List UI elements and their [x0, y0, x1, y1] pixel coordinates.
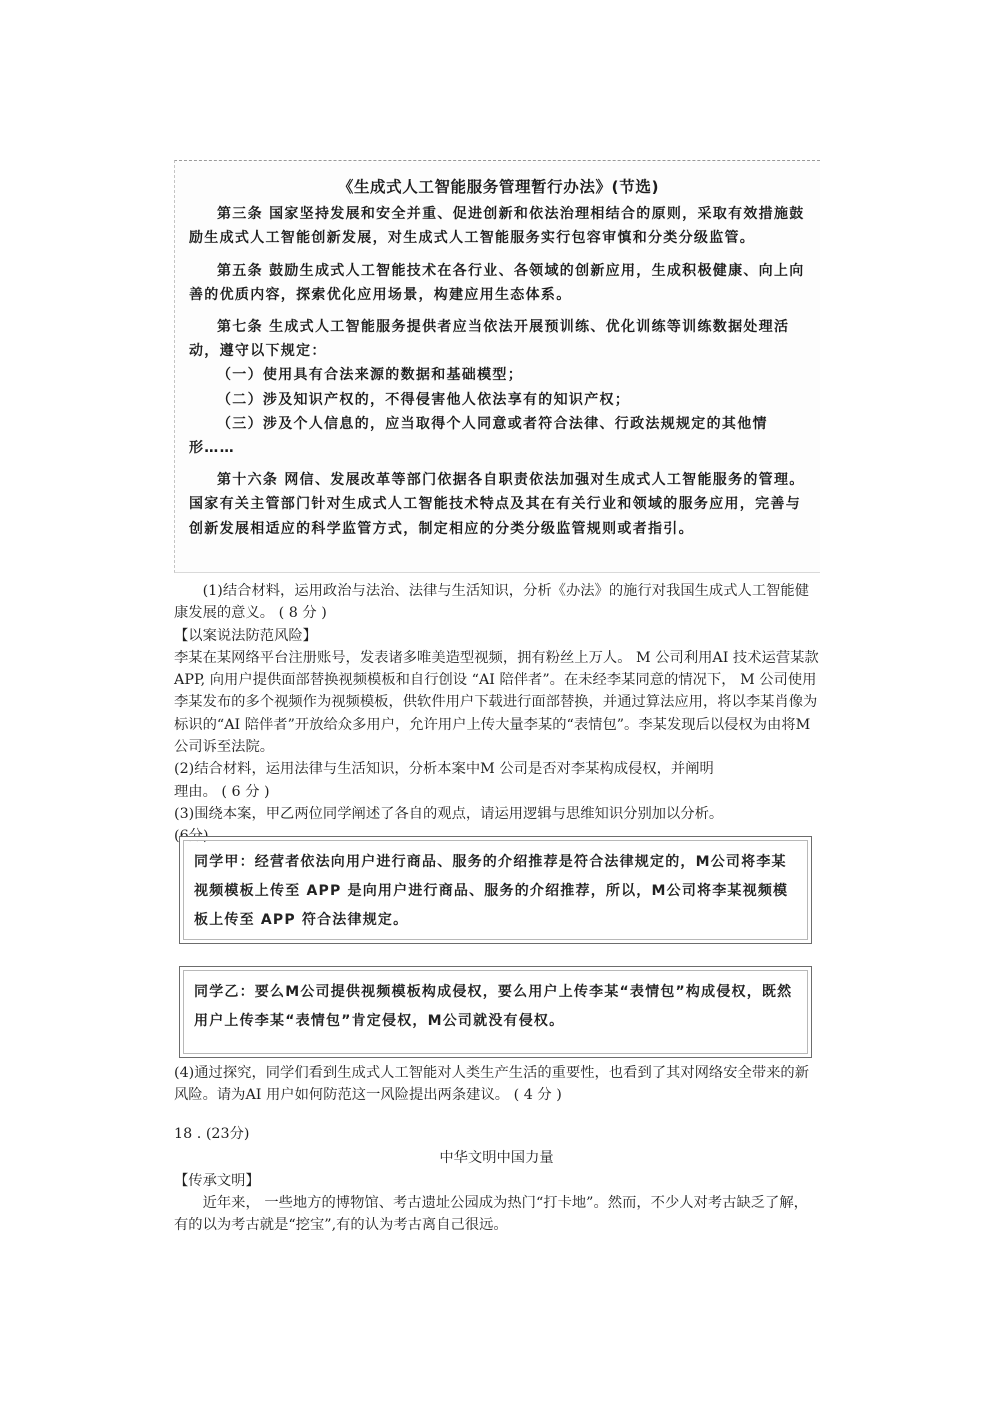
case-heading: 【以案说法防范风险】 [174, 627, 317, 644]
article-7-item-1: （一）使用具有合法来源的数据和基础模型； [217, 367, 523, 384]
question-18-block [174, 1123, 819, 1236]
question-18-number: 18 . (23分) [174, 1126, 250, 1142]
student-a-opinion: 同学甲：经营者依法向用户进行商品、服务的介绍推荐是符合法律规定的，M公司将李某视频模板上传至 APP 是向用户进行商品、服务的介绍推荐，所以，M公司将李某视频模板上传至 APP 符合法律规定。 [194, 854, 789, 928]
question-2-line-2: 理由。 ( 6 分 ) [174, 783, 270, 800]
article-3: 第三条 国家坚持发展和安全并重、促进创新和依法治理相结合的原则，采取有效措施鼓励生成式人工智能创新发展，对生成式人工智能服务实行包容审慎和分类分级监管。 [189, 206, 805, 247]
heritage-text: 近年来， 一些地方的博物馆、考古遗址公园成为热门“打卡地”。然而，不少人对考古缺乏了解，有的以为考古就是“挖宝”,有的认为考古离自己很远。 [174, 1194, 808, 1234]
question-block-lower [174, 1062, 819, 1107]
article-7-item-3: （三）涉及个人信息的，应当取得个人同意或者符合法律、行政法规规定的其他情形…… [189, 415, 768, 457]
regulation-title: 《生成式人工智能服务管理暂行办法》(节选) [337, 178, 660, 196]
article-16: 第十六条 网信、发展改革等部门依据各自职责依法加强对生成式人工智能服务的管理。国家有关主管部门针对生成式人工智能技术特点及其在有关行业和领域的服务应用，完善与创新发展相适应的科学监管方式，制定相应的分类分级监管规则或者指引。 [189, 472, 805, 537]
article-7: 第七条 生成式人工智能服务提供者应当依法开展预训练、优化训练等训练数据处理活动，遵守以下规定： [189, 319, 790, 360]
student-b-opinion: 同学乙：要么M公司提供视频模板构成侵权，要么用户上传李某“表情包”构成侵权，既然用户上传李某“表情包”肯定侵权，M公司就没有侵权。 [194, 984, 793, 1029]
question-block-upper [174, 580, 819, 848]
heritage-heading: 【传承文明】 [174, 1172, 260, 1189]
question-3-line-1: (3)围绕本案，甲乙两位同学阐述了各自的观点，请运用逻辑与思维知识分别加以分析。 [174, 805, 724, 822]
student-a-opinion-box [179, 836, 812, 944]
article-5: 第五条 鼓励生成式人工智能技术在各行业、各领域的创新应用，生成积极健康、向上向善的优质内容，探索优化应用场景，构建应用生态体系。 [189, 262, 805, 303]
question-3-line-2: (6分) [174, 828, 209, 845]
article-7-item-2: （二）涉及知识产权的，不得侵害他人依法享有的知识产权； [217, 391, 631, 408]
regulation-excerpt-box [174, 160, 820, 573]
question-1: (1)结合材料，运用政治与法治、法律与生活知识，分析《办法》的施行对我国生成式人工智能健康发展的意义。 ( 8 分 ) [174, 583, 810, 622]
question-18-title: 中华文明中国力量 [439, 1150, 554, 1167]
case-text: 李某在某网络平台注册账号，发表诸多唯美造型视频，拥有粉丝上万人。 M 公司利用AI 技术运营某款APP, 向用户提供面部替换视频模板和自行创设 “AI 陪伴者”。在未经李某同意的情况下， M 公司使用李某发布的多个视频作为视频模板，供软件用户下载进行面部替换，并通过算法应用，将以李某肖像为标识的“AI 陪伴者”开放给众多用户，允许用户上传大量李某的“表情包”。李某发现后以侵权为由将M 公司诉至法院。 [174, 649, 819, 756]
question-4: (4)通过探究，同学们看到生成式人工智能对人类生产生活的重要性，也看到了其对网络安全带来的新风险。请为AI 用户如何防范这一风险提出两条建议。 ( 4 分 ) [174, 1065, 810, 1104]
student-b-opinion-box [179, 966, 812, 1058]
question-2-line-1: (2)结合材料，运用法律与生活知识，分析本案中M 公司是否对李某构成侵权，并阐明 [174, 761, 714, 778]
